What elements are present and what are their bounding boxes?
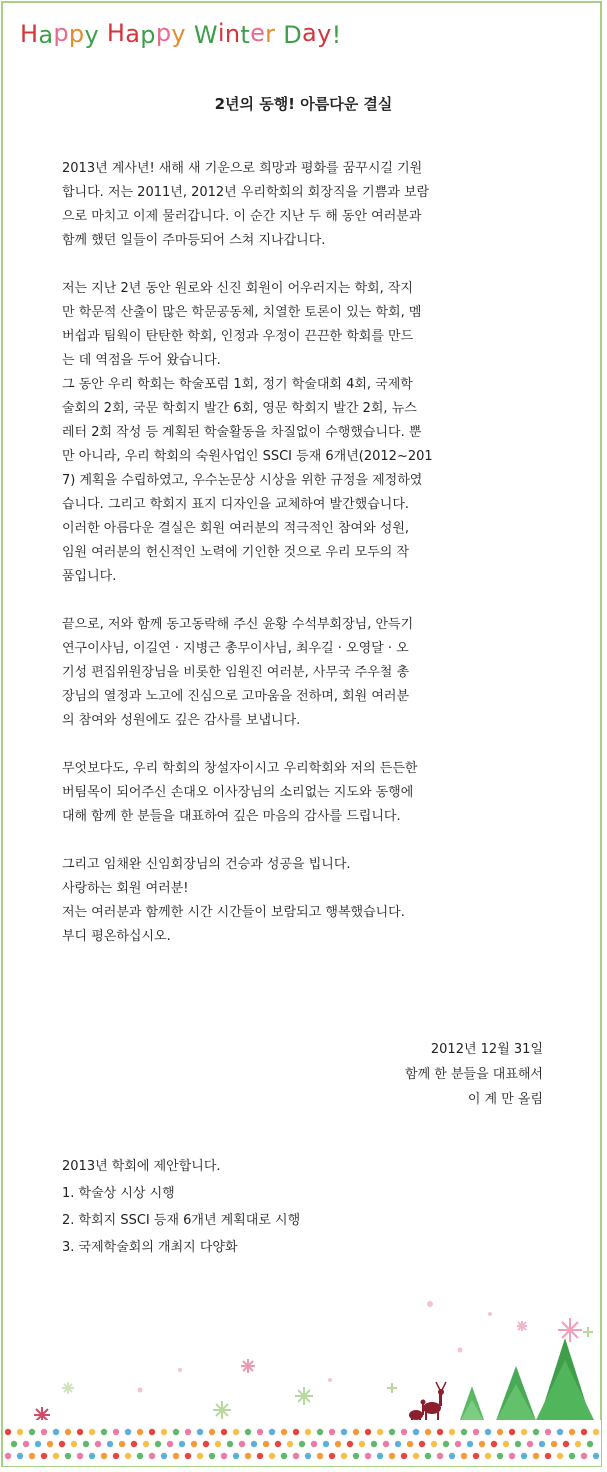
polka-dot xyxy=(5,1453,11,1459)
polka-dot xyxy=(197,1453,203,1459)
polka-dot xyxy=(203,1441,209,1447)
polka-dot xyxy=(17,1429,23,1435)
polka-dot xyxy=(107,1441,113,1447)
polka-dot xyxy=(347,1441,353,1447)
polka-dot xyxy=(401,1429,407,1435)
polka-dot xyxy=(113,1453,119,1459)
polka-dot xyxy=(377,1453,383,1459)
polka-dot xyxy=(425,1453,431,1459)
polka-dot xyxy=(581,1429,587,1435)
polka-dot xyxy=(191,1441,197,1447)
polka-dot xyxy=(197,1429,203,1435)
polka-dot xyxy=(509,1429,515,1435)
polka-dot xyxy=(419,1441,425,1447)
polka-dot xyxy=(167,1441,173,1447)
polka-dot xyxy=(449,1453,455,1459)
polka-dot xyxy=(11,1441,17,1447)
polka-dot xyxy=(431,1441,437,1447)
polka-dot xyxy=(221,1453,227,1459)
polka-dot xyxy=(491,1441,497,1447)
polka-dot xyxy=(527,1441,533,1447)
polka-dot xyxy=(365,1429,371,1435)
polka-dot xyxy=(317,1429,323,1435)
proposal-item: 2. 학회지 SSCI 등재 6개년 계획대로 시행 xyxy=(62,1213,301,1228)
polka-dot xyxy=(353,1453,359,1459)
letter-title: 2년의 동행! 아름다운 결실 xyxy=(214,95,393,113)
polka-dot xyxy=(161,1429,167,1435)
polka-dot xyxy=(563,1441,569,1447)
polka-dot xyxy=(593,1429,599,1435)
polka-dot xyxy=(497,1453,503,1459)
polka-dot xyxy=(329,1453,335,1459)
polka-dot xyxy=(305,1429,311,1435)
polka-dot xyxy=(533,1453,539,1459)
polka-dot xyxy=(59,1441,65,1447)
polka-dot xyxy=(401,1453,407,1459)
polka-dot xyxy=(557,1453,563,1459)
polka-dot xyxy=(269,1429,275,1435)
polka-dot xyxy=(389,1429,395,1435)
polka-dot xyxy=(209,1453,215,1459)
polka-dot xyxy=(17,1453,23,1459)
polka-dot xyxy=(179,1441,185,1447)
polka-dot xyxy=(569,1429,575,1435)
polka-dot xyxy=(53,1429,59,1435)
polka-dot xyxy=(299,1441,305,1447)
polka-dot xyxy=(113,1429,119,1435)
polka-dot xyxy=(437,1453,443,1459)
polka-dot xyxy=(257,1429,263,1435)
polka-dot xyxy=(365,1453,371,1459)
polka-dot xyxy=(323,1441,329,1447)
polka-dot xyxy=(251,1441,257,1447)
polka-dot xyxy=(407,1441,413,1447)
polka-dot xyxy=(137,1453,143,1459)
polka-dot xyxy=(413,1429,419,1435)
polka-dot xyxy=(443,1441,449,1447)
polka-dot xyxy=(185,1453,191,1459)
polka-dot xyxy=(173,1429,179,1435)
polka-dot xyxy=(329,1429,335,1435)
polka-dot xyxy=(371,1441,377,1447)
polka-dot xyxy=(269,1453,275,1459)
polka-dot xyxy=(77,1453,83,1459)
polka-dot xyxy=(263,1441,269,1447)
polka-dot xyxy=(101,1429,107,1435)
polka-dot xyxy=(149,1429,155,1435)
polka-dot xyxy=(119,1441,125,1447)
polka-dot xyxy=(215,1441,221,1447)
polka-dot xyxy=(521,1453,527,1459)
polka-dot xyxy=(497,1429,503,1435)
polka-dot xyxy=(275,1441,281,1447)
polka-dot xyxy=(161,1453,167,1459)
polka-dot xyxy=(461,1429,467,1435)
polka-dot xyxy=(425,1429,431,1435)
polka-dot xyxy=(233,1453,239,1459)
polka-dot xyxy=(89,1453,95,1459)
polka-dot xyxy=(95,1441,101,1447)
polka-dot xyxy=(281,1453,287,1459)
snowflake-icon xyxy=(34,1318,582,1423)
polka-dot xyxy=(65,1453,71,1459)
polka-dot xyxy=(479,1441,485,1447)
polka-dot xyxy=(29,1429,35,1435)
letter-body xyxy=(62,157,552,949)
polka-dot xyxy=(221,1429,227,1435)
polka-dot xyxy=(473,1429,479,1435)
polka-dot xyxy=(5,1429,11,1435)
polka-dot xyxy=(581,1453,587,1459)
polka-dot xyxy=(227,1441,233,1447)
polka-dot xyxy=(413,1453,419,1459)
polka-dot xyxy=(539,1441,545,1447)
polka-dot xyxy=(101,1453,107,1459)
polka-dot xyxy=(245,1429,251,1435)
polka-dot xyxy=(557,1429,563,1435)
paragraph-achievements: 저는 지난 2년 동안 원로와 신진 회원이 어우러지는 학회, 작지 만 학문적 산출이 많은 학문공동체, 치열한 토론이 있는 학회, 멤 버쉽과 팀웍이 탄탄한 학회, 인정과 우정이 끈끈한 학회를 만드 는 데 역점을 두어 왔습니다. 그 동안 우리 학회는 학술포럼 1회, 정기 학술대회 4회, 국제학 술회의 2회, 국문 학회지 발간 6회, 영문 학회지 발간 2회, 뉴스 레터 2회 작성 등 계획된 학술활동을 차질없이 수행했습니다. 뿐 만 아니라, 우리 학회의 숙원사업인 SSCI 등재 6개년(2012~201 7) 계획을 수립하였고, 우수논문상 시상을 위한 규정을 제정하였 습니다. 그리고 학회지 표지 디자인을 교체하여 발간했습니다. 이러한 아름다운 결실은 회원 여러분의 적극적인 참여와 성원, 임원 여러분의 헌신적인 노력에 기인한 것으로 우리 모두의 작 품입니다. xyxy=(62,281,433,584)
polka-dot xyxy=(233,1429,239,1435)
proposal-item: 1. 학술상 시상 시행 xyxy=(62,1186,175,1201)
polka-dot xyxy=(155,1441,161,1447)
banner-happy-winter-day: Happy Happy Winter Day! xyxy=(20,19,342,49)
polka-dot xyxy=(317,1453,323,1459)
polka-dot xyxy=(131,1441,137,1447)
polka-dot xyxy=(395,1441,401,1447)
proposal-heading: 2013년 학회에 제안합니다. xyxy=(62,1159,221,1174)
polka-dot xyxy=(35,1441,41,1447)
polka-dot xyxy=(521,1429,527,1435)
polka-dot xyxy=(41,1453,47,1459)
polka-dot xyxy=(293,1429,299,1435)
polka-dot xyxy=(281,1429,287,1435)
polka-dot xyxy=(575,1441,581,1447)
polka-dot xyxy=(569,1453,575,1459)
signature-line: 함께 한 분들을 대표해서 xyxy=(405,1067,543,1082)
snow-dots xyxy=(138,1301,493,1393)
polka-dot xyxy=(353,1429,359,1435)
polka-dot xyxy=(389,1453,395,1459)
polka-dot xyxy=(473,1453,479,1459)
signature-name: 이 계 만 올림 xyxy=(467,1092,543,1107)
signature-block xyxy=(405,1037,543,1112)
polka-dot xyxy=(467,1441,473,1447)
polka-dot xyxy=(437,1429,443,1435)
polka-dot xyxy=(377,1429,383,1435)
polka-dot xyxy=(173,1453,179,1459)
polka-dot xyxy=(23,1441,29,1447)
polka-dot xyxy=(125,1429,131,1435)
polka-dot xyxy=(587,1441,593,1447)
signature-date: 2012년 12월 31일 xyxy=(430,1042,543,1057)
polka-dot xyxy=(47,1441,53,1447)
paragraph-farewell: 그리고 임채완 신임회장님의 건승과 성공을 빕니다. 사랑하는 회원 여러분! 저는 여러분과 함께한 시간 시간들이 보람되고 행복했습니다. 부디 평온하십시오. xyxy=(62,857,405,944)
paragraph-greeting: 2013년 계사년! 새해 새 기운으로 희망과 평화를 꿈꾸시길 기원 합니다. 저는 2011년, 2012년 우리학회의 회장직을 기쁨과 보람 으로 마치고 이제 물러갑니다. 이 순간 지난 두 해 동안 여러분과 함께 했던 일들이 주마등되어 스쳐 지나갑니다. xyxy=(62,161,430,248)
polka-dot xyxy=(83,1441,89,1447)
polka-dot xyxy=(305,1453,311,1459)
polka-dot xyxy=(503,1441,509,1447)
polka-dot xyxy=(71,1441,77,1447)
polka-dot xyxy=(29,1453,35,1459)
polka-dot xyxy=(65,1429,71,1435)
polka-dot xyxy=(53,1453,59,1459)
polka-dot xyxy=(341,1453,347,1459)
polka-dot xyxy=(509,1453,515,1459)
paragraph-thanks-officers: 끝으로, 저와 함께 동고동락해 주신 윤황 수석부회장님, 안득기 연구이사님, 이길연 · 지병근 총무이사님, 최우길 · 오영달 · 오 기성 편집위원장님을 비롯한 임원진 여러분, 사무국 주우철 총 장님의 열정과 노고에 진심으로 고마움을 전하며, 회원 여러분 의 참여와 성원에도 깊은 감사를 보냅니다. xyxy=(62,617,414,728)
winter-decoration xyxy=(0,1270,607,1470)
polka-dot xyxy=(185,1429,191,1435)
polka-dot xyxy=(335,1441,341,1447)
polka-dot xyxy=(359,1441,365,1447)
polka-dot xyxy=(551,1441,557,1447)
polka-dot xyxy=(77,1429,83,1435)
polka-dot xyxy=(293,1453,299,1459)
polka-dot xyxy=(461,1453,467,1459)
polka-dot xyxy=(239,1441,245,1447)
polka-dot xyxy=(137,1429,143,1435)
polka-dot xyxy=(245,1453,251,1459)
proposal-list xyxy=(62,1153,300,1261)
polka-dot xyxy=(533,1429,539,1435)
polka-dot xyxy=(485,1429,491,1435)
polka-dot xyxy=(209,1429,215,1435)
polka-dot xyxy=(143,1441,149,1447)
polka-dot xyxy=(593,1453,599,1459)
polka-dot xyxy=(341,1429,347,1435)
polka-dot xyxy=(125,1453,131,1459)
polka-dot xyxy=(287,1441,293,1447)
polka-dot xyxy=(515,1441,521,1447)
polka-dot xyxy=(383,1441,389,1447)
polka-dot xyxy=(149,1453,155,1459)
polka-dot xyxy=(545,1453,551,1459)
polka-dot xyxy=(311,1441,317,1447)
polka-dot xyxy=(41,1429,47,1435)
polka-dot xyxy=(257,1453,263,1459)
paragraph-thanks-chairman: 무엇보다도, 우리 학회의 창설자이시고 우리학회와 저의 든든한 버팀목이 되어주신 손대오 이사장님의 소리없는 지도와 동행에 대해 함께 한 분들을 대표하여 깊은 마음의 감사를 드립니다. xyxy=(62,761,418,824)
polka-dot xyxy=(545,1429,551,1435)
polka-dot xyxy=(449,1429,455,1435)
polka-dot xyxy=(89,1429,95,1435)
polka-dot xyxy=(485,1453,491,1459)
proposal-item: 3. 국제학술회의 개최지 다양화 xyxy=(62,1240,238,1255)
polka-dot xyxy=(455,1441,461,1447)
